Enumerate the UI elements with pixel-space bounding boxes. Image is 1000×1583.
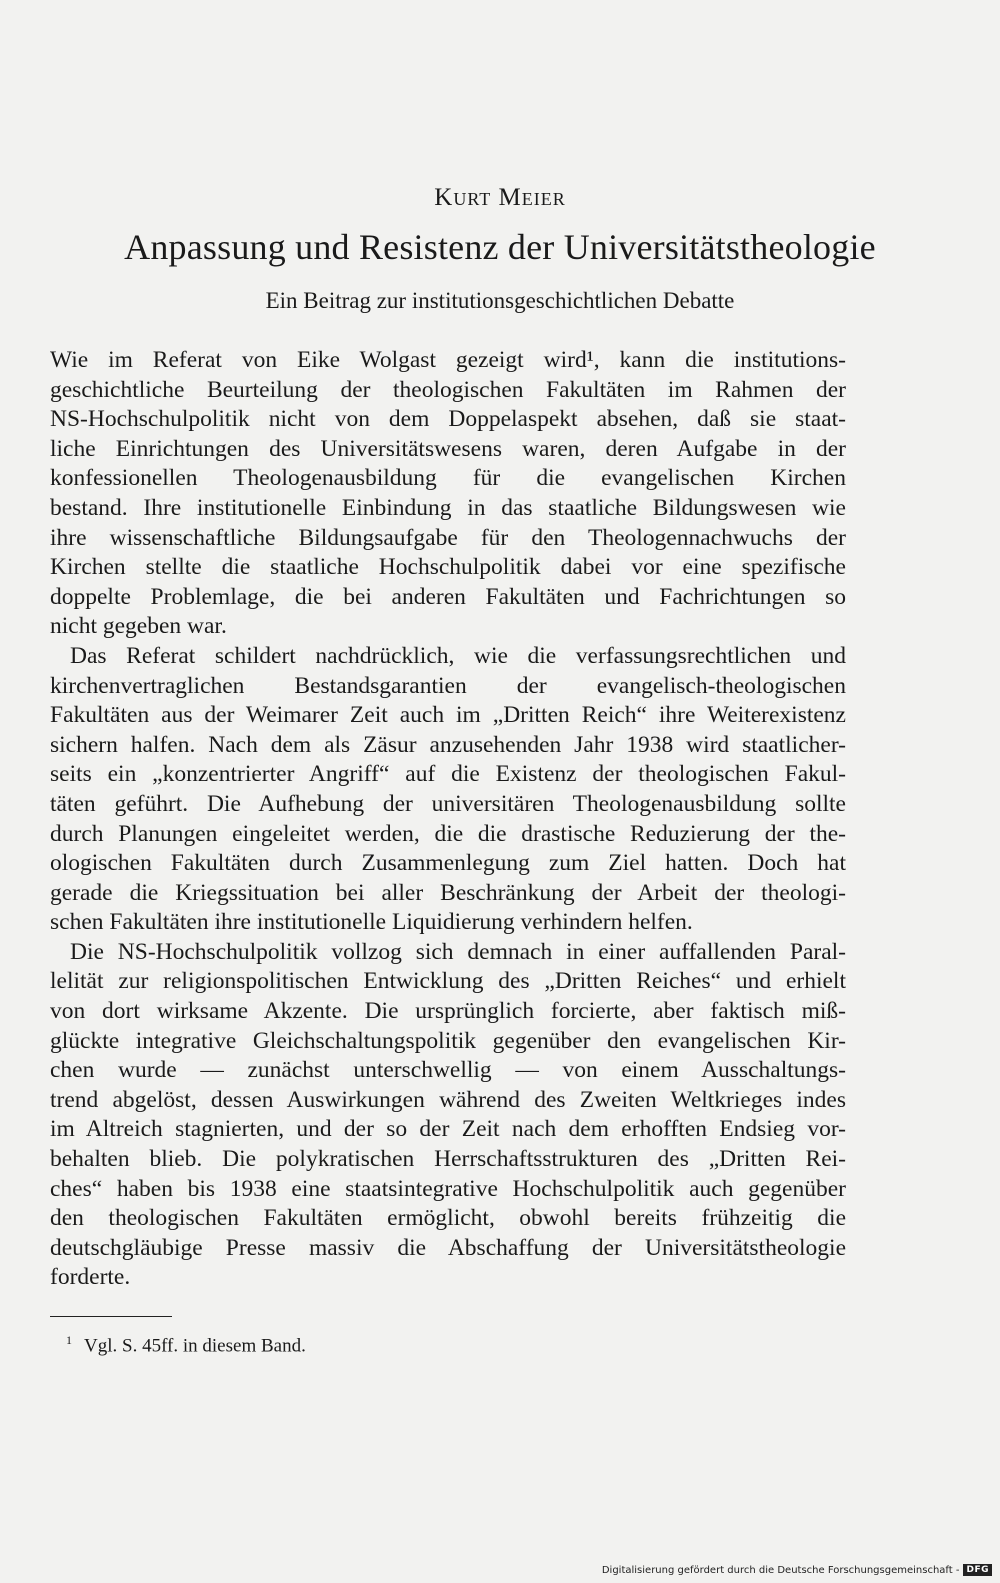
body-line: sichern halfen. Nach dem als Zäsur anzusehenden Jahr 1938 wird staatlicher-	[50, 731, 846, 758]
body-line: durch Planungen eingeleitet werden, die die drastische Reduzierung der the-	[50, 820, 846, 847]
body-line: im Altreich stagnierten, und der so der Zeit nach dem erhofften Endsieg vor-	[50, 1116, 846, 1143]
body-line: NS-Hochschulpolitik nicht von dem Doppelaspekt absehen, daß sie staat-	[50, 406, 846, 433]
body-line: glückte integrative Gleichschaltungspolitik gegenüber den evangelischen Kir-	[50, 1027, 846, 1054]
body-line: bestand. Ihre institutionelle Einbindung in das staatliche Bildungswesen wie	[50, 494, 846, 521]
dfg-logo: DFG	[963, 1564, 992, 1576]
body-text	[50, 346, 846, 1293]
body-line: chen wurde — zunächst unterschwellig — von einem Ausschaltungs-	[50, 1057, 846, 1084]
body-line: trend abgelöst, dessen Auswirkungen während des Zweiten Weltkrieges indes	[50, 1086, 846, 1113]
body-line: Kirchen stellte die staatliche Hochschulpolitik dabei vor eine spezifische	[50, 554, 846, 581]
credit-text: Digitalisierung gefördert durch die Deutsche Forschungsgemeinschaft -	[601, 1564, 960, 1576]
body-line: ihre wissenschaftliche Bildungsaufgabe für den Theologennachwuchs der	[50, 524, 846, 551]
footnote	[66, 1333, 306, 1357]
body-line: Die NS-Hochschulpolitik vollzog sich demnach in einer auffallenden Paral-	[70, 938, 846, 965]
footnote-divider	[50, 1316, 172, 1317]
article-subtitle: Ein Beitrag zur institutionsgeschichtlichen Debatte	[265, 288, 735, 313]
body-line: schen Fakultäten ihre institutionelle Liquidierung verhindern helfen.	[50, 909, 693, 936]
body-line: ologischen Fakultäten durch Zusammenlegung zum Ziel hatten. Doch hat	[50, 850, 846, 877]
body-line: seits ein „konzentrierter Angriff“ auf die Existenz der theologischen Fakul-	[50, 761, 846, 788]
body-line: Fakultäten aus der Weimarer Zeit auch im „Dritten Reich“ ihre Weiterexistenz	[50, 702, 846, 729]
body-line: den theologischen Fakultäten ermöglicht, obwohl bereits frühzeitig die	[50, 1205, 846, 1232]
body-line: Wie im Referat von Eike Wolgast gezeigt wird¹, kann die institutions-	[50, 347, 846, 373]
body-line: konfessionellen Theologenausbildung für die evangelischen Kirchen	[50, 465, 846, 492]
footnote-marker: 1	[66, 1333, 72, 1347]
body-line: Das Referat schildert nachdrücklich, wie die verfassungsrechtlichen und	[70, 642, 846, 669]
body-line: liche Einrichtungen des Universitätswesens waren, deren Aufgabe in der	[50, 435, 846, 462]
body-line: geschichtliche Beurteilung der theologischen Fakultäten im Rahmen der	[50, 376, 846, 403]
body-line: von dort wirksame Akzente. Die ursprünglich forcierte, aber faktisch miß-	[50, 998, 846, 1025]
author-name: Kurt Meier	[434, 184, 566, 211]
body-line: kirchenvertraglichen Bestandsgarantien der evangelisch-theologischen	[50, 672, 846, 699]
body-line: lelität zur religionspolitischen Entwicklung des „Dritten Reiches“ und erhielt	[50, 968, 846, 995]
footnote-text: Vgl. S. 45ff. in diesem Band.	[84, 1335, 306, 1357]
body-line: behalten blieb. Die polykratischen Herrschaftsstrukturen des „Dritten Rei-	[50, 1146, 846, 1173]
digitization-credit	[602, 1561, 992, 1579]
body-line: nicht gegeben war.	[50, 613, 227, 640]
article-title: Anpassung und Resistenz der Universitätstheologie	[124, 227, 876, 267]
body-line: gerade die Kriegssituation bei aller Beschränkung der Arbeit der theologi-	[50, 879, 846, 906]
body-line: ches“ haben bis 1938 eine staatsintegrative Hochschulpolitik auch gegenüber	[50, 1175, 846, 1202]
body-line: deutschgläubige Presse massiv die Abschaffung der Universitätstheologie	[50, 1234, 846, 1261]
body-line: täten geführt. Die Aufhebung der universitären Theologenausbildung sollte	[50, 790, 846, 817]
body-line: forderte.	[50, 1264, 131, 1291]
body-line: doppelte Problemlage, die bei anderen Fakultäten und Fachrichtungen so	[50, 583, 846, 610]
